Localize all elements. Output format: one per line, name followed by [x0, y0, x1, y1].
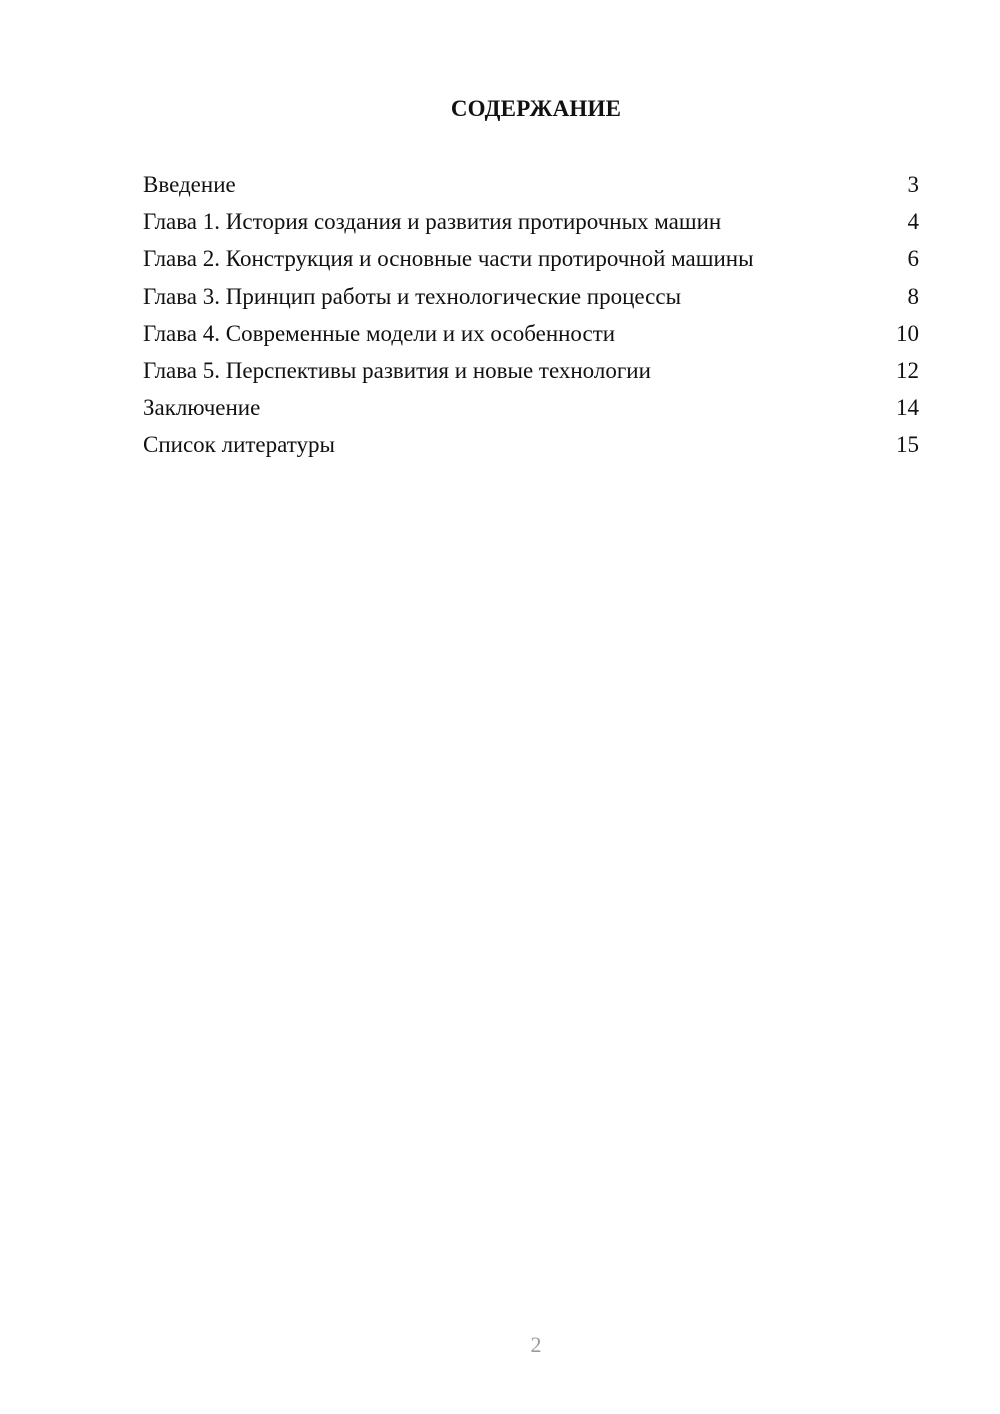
page-title: СОДЕРЖАНИЕ	[450, 96, 622, 121]
toc-entry-page: 12	[896, 357, 919, 383]
toc-entry	[143, 391, 919, 428]
toc-entry	[143, 354, 919, 391]
toc-entry-page: 14	[896, 395, 919, 421]
toc-entry-label: Глава 5. Перспективы развития и новые технологии	[143, 357, 651, 383]
toc-entry-page: 15	[896, 432, 919, 458]
toc-entry-page: 8	[907, 283, 919, 309]
page-number: 2	[530, 1332, 542, 1357]
toc-entry	[143, 242, 919, 279]
toc-entry	[143, 205, 919, 242]
toc-entry-page: 6	[907, 246, 919, 272]
toc-entry-label: Введение	[143, 172, 236, 197]
toc-entry-page: 10	[896, 320, 919, 346]
table-of-contents	[143, 168, 919, 466]
toc-entry	[143, 168, 919, 205]
toc-entry-label: Глава 1. История создания и развития протирочных машин	[143, 209, 722, 235]
toc-entry-label: Глава 4. Современные модели и их особенности	[143, 320, 616, 346]
toc-entry	[143, 317, 919, 354]
toc-entry-page: 4	[907, 209, 919, 235]
toc-entry-label: Глава 3. Принцип работы и технологические процессы	[143, 283, 682, 309]
toc-entry	[143, 280, 919, 317]
toc-entry	[143, 428, 919, 465]
toc-entry-label: Список литературы	[143, 432, 335, 458]
toc-entry-label: Глава 2. Конструкция и основные части протирочной машины	[143, 246, 754, 272]
toc-entry-page: 3	[907, 172, 919, 197]
toc-entry-label: Заключение	[143, 395, 261, 421]
